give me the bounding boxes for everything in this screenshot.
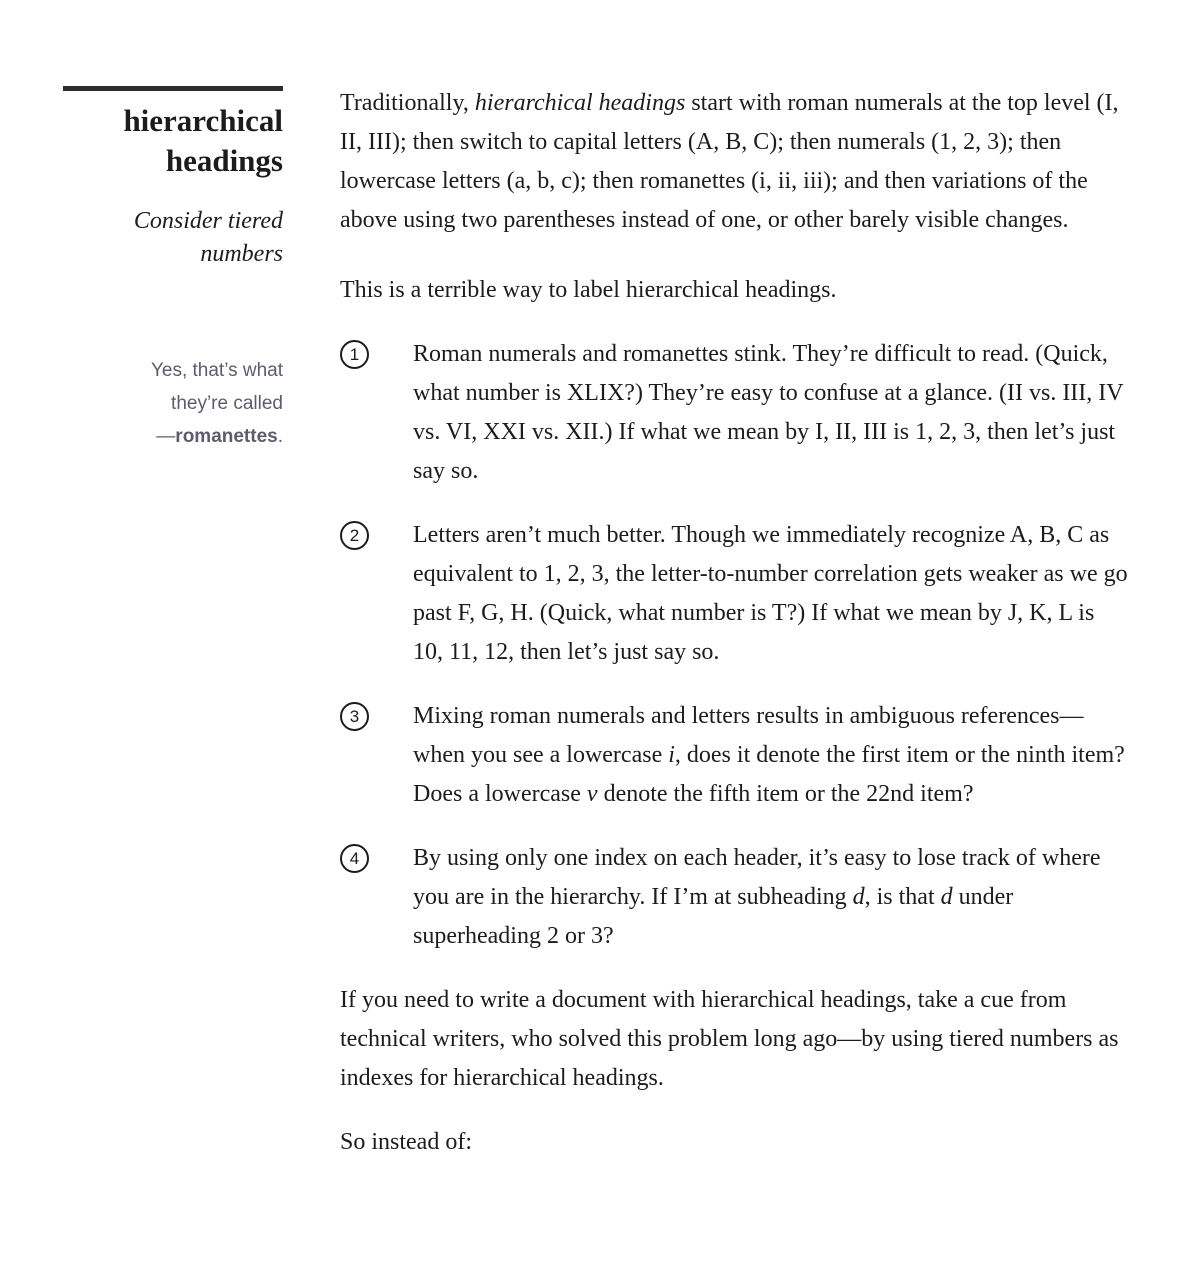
circled-number-4-icon: 4 [340, 844, 369, 873]
empty-margin-1 [63, 271, 283, 335]
list-item [340, 516, 1128, 672]
item3-text: , does it denote the first item or the ninth item? Does a lowercase [413, 742, 1125, 807]
sidenote [63, 354, 283, 453]
page-subtitle: Consider tiered numbers [133, 208, 283, 267]
intro-text-after: start with roman numerals at the top level (I, II, III); then switch to capital letters (A, B, C); then numerals (1, 2, 3); then lowercase letters (a, b, c); then romanettes (i, ii, iii); and then variations of the above using two parentheses instead of one, or other barely visible changes. [340, 90, 1119, 233]
list-item-text [413, 697, 1128, 814]
so-instead-line: So instead of: [340, 1129, 472, 1155]
empty-margin-4 [63, 839, 283, 981]
empty-margin-3 [63, 697, 283, 839]
sidenote-line2: they’re called [171, 393, 283, 414]
circled-number-2-icon: 2 [340, 521, 369, 550]
item4-text: , is that [864, 884, 941, 910]
item4-text: By using only one index on each header, it’s easy to lose track of where you are in the hierarchy. If I’m at subheading [413, 845, 1101, 910]
statement-paragraph: This is a terrible way to label hierarchical headings. [340, 277, 837, 303]
empty-margin-5 [63, 981, 283, 1123]
empty-margin-2 [63, 516, 283, 697]
sidenote-block [63, 335, 283, 516]
sidenote-dash: — [156, 426, 176, 447]
intro-text-italic: hierarchical headings [474, 90, 686, 116]
list-item-1-cell [340, 335, 1128, 516]
intro-text-before: Traditionally, [340, 90, 475, 116]
item3-text: denote the fifth item or the 22nd item? [597, 781, 974, 807]
heading-rule [63, 86, 283, 91]
sidenote-line1: Yes, that’s what [150, 360, 283, 381]
list-item-text: Letters aren’t much better. Though we immediately recognize A, B, C as equivalent to 1, 2, 3, the letter-to-number correlation gets weaker as we go past F, G, H. (Quick, what number is T?) If what we mean by J, K, L is 10, 11, 12, then let’s just say so. [413, 522, 1128, 665]
sidenote-period: . [277, 426, 283, 447]
heading-block [63, 84, 283, 271]
list-item [340, 839, 1128, 956]
page-title: hierarchical headings [123, 103, 283, 178]
item4-italic-d2: d [940, 884, 953, 910]
statement-paragraph-cell [340, 271, 1128, 335]
item3-text: Mixing roman numerals and letters results in ambiguous references—when you see a lowercase [413, 703, 1084, 768]
intro-paragraph [340, 84, 1128, 240]
item3-italic-i: i [668, 742, 675, 768]
list-item-text: Roman numerals and romanettes stink. They’re difficult to read. (Quick, what number is XLIX?) They’re easy to confuse at a glance. (II vs. III, IV vs. VI, XXI vs. XII.) If what we mean by I, II, III is 1, 2, 3, then let’s just say so. [413, 341, 1124, 484]
item4-text: under superheading 2 or 3? [413, 884, 1014, 949]
closing-paragraph: If you need to write a document with hierarchical headings, take a cue from technical writers, who solved this problem long ago—by using tiered numbers as indexes for hierarchical headings. [340, 987, 1119, 1091]
circled-number-3-icon: 3 [340, 702, 369, 731]
list-item-3-cell [340, 697, 1128, 839]
list-item [340, 697, 1128, 814]
list-item-4-cell [340, 839, 1128, 981]
list-item-2-cell [340, 516, 1128, 697]
so-instead-cell [340, 1123, 1128, 1162]
list-item [340, 335, 1128, 491]
closing-paragraph-cell [340, 981, 1128, 1123]
item3-italic-v: v [586, 781, 598, 807]
list-item-text [413, 839, 1128, 956]
sidenote-term: romanettes [175, 426, 278, 447]
intro-paragraph-cell [340, 84, 1128, 271]
empty-margin-6 [63, 1123, 283, 1162]
circled-number-1-icon: 1 [340, 340, 369, 369]
item4-italic-d1: d [852, 884, 865, 910]
